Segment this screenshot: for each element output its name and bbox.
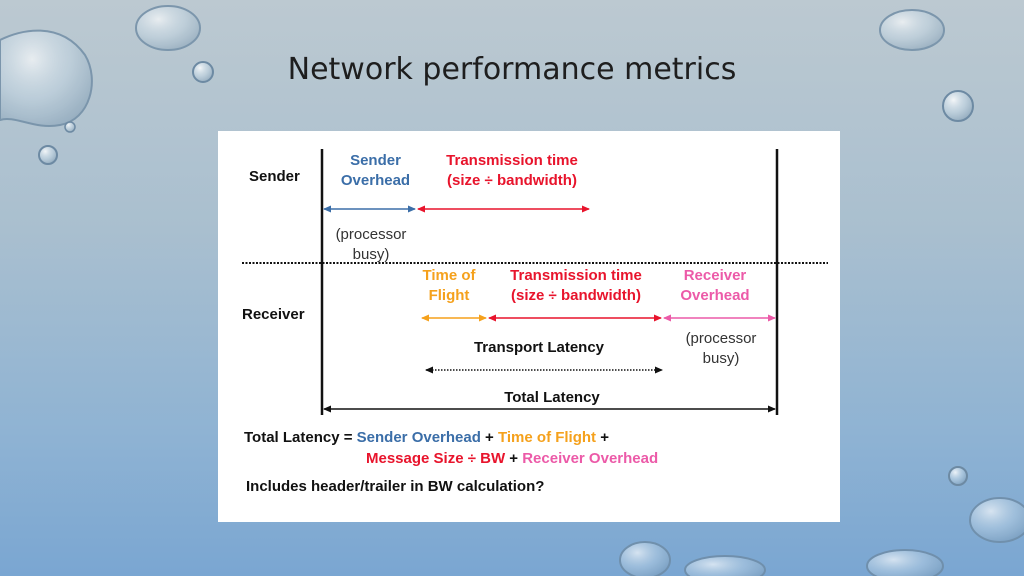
- sender-processor-busy-note: (processor busy): [335, 226, 407, 263]
- time-of-flight-label: Time of Flight: [422, 267, 476, 304]
- formula-receiver-overhead: Receiver Overhead: [522, 450, 659, 467]
- receiver-processor-busy-note: (processor busy): [685, 330, 757, 367]
- receiver-transmission-label: Transmission time (size ÷ bandwidth): [510, 267, 642, 304]
- sender-label: Sender: [249, 168, 300, 185]
- sender-overhead-label: Sender Overhead: [340, 152, 411, 189]
- formula-line-2: [366, 449, 658, 469]
- formula-plus-1: +: [480, 429, 498, 446]
- formula-prefix: Total Latency =: [244, 429, 357, 446]
- formula-plus-3: +: [505, 450, 523, 467]
- formula-time-of-flight: Time of Flight: [498, 429, 597, 446]
- sender-transmission-label: Transmission time (size ÷ bandwidth): [446, 152, 578, 189]
- receiver-label: Receiver: [242, 306, 305, 323]
- total-latency-label: Total Latency: [504, 389, 600, 406]
- slide-title: Network performance metrics: [287, 52, 737, 87]
- receiver-overhead-label: Receiver Overhead: [680, 267, 750, 304]
- bw-calculation-question: Includes header/trailer in BW calculation?: [246, 478, 545, 495]
- formula-sender-overhead: Sender Overhead: [356, 429, 481, 446]
- formula-line-1: [244, 428, 609, 448]
- transport-latency-label: Transport Latency: [473, 339, 605, 356]
- formula-message-size: Message Size ÷ BW: [366, 450, 506, 467]
- latency-diagram-panel: [218, 131, 840, 522]
- formula-plus-2: +: [596, 429, 609, 446]
